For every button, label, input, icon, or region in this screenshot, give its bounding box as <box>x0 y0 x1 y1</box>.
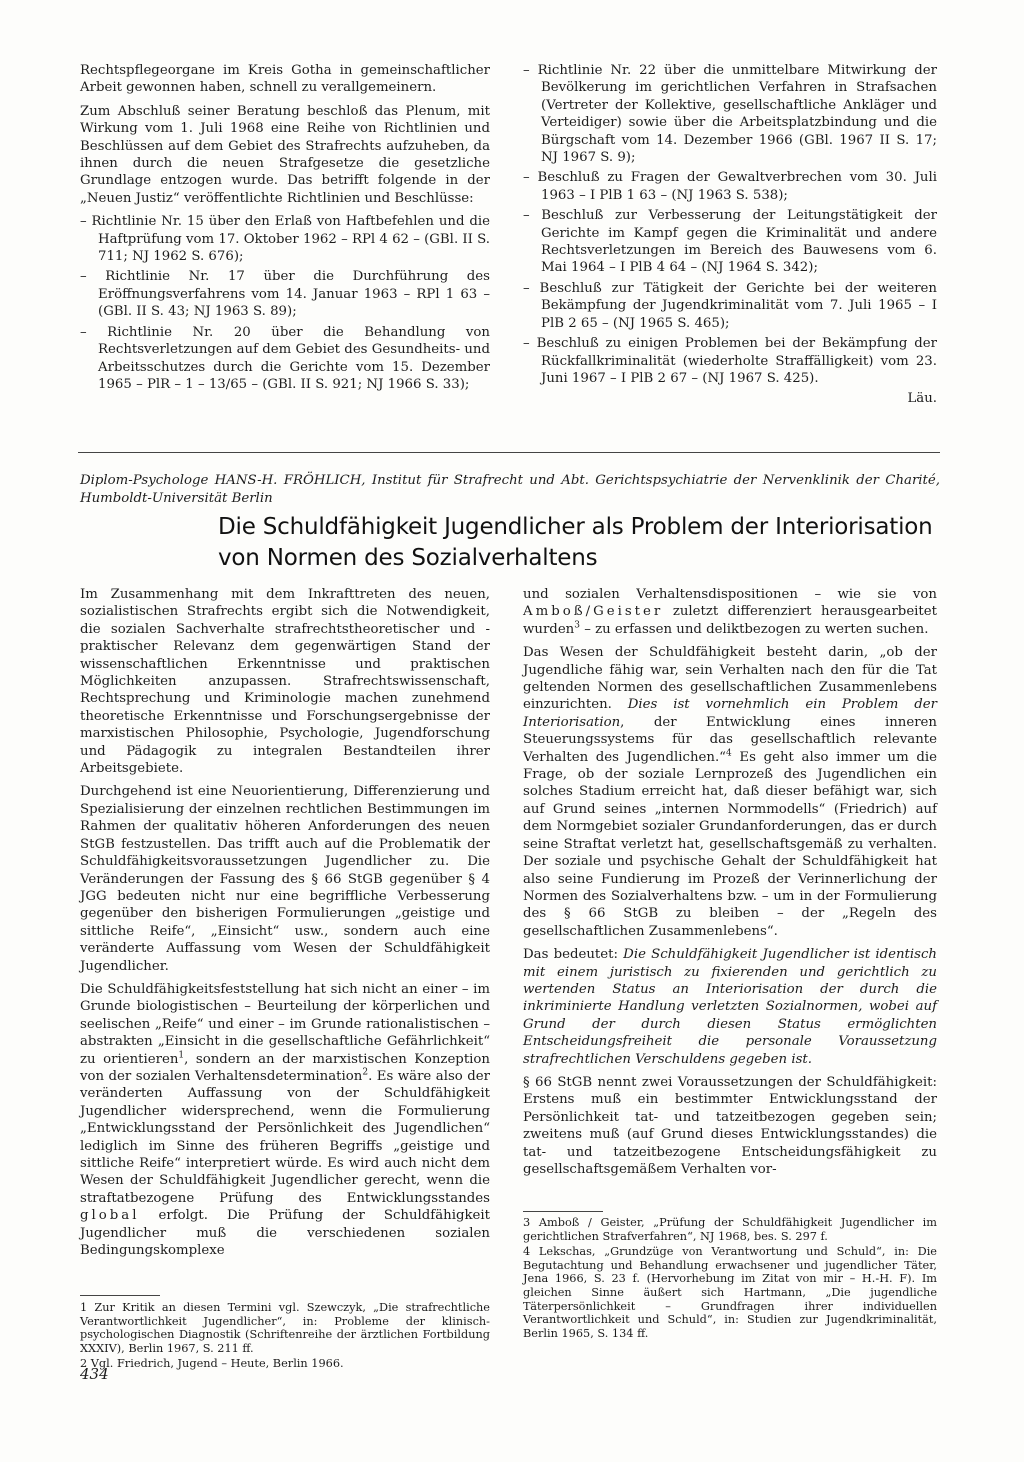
text-run: Die Schuldfähigkeitsfeststellung hat sich nicht an einer – im Grunde biologistischen – Beurteilung der körperlichen und seelischen „Reife“ und einer – im Grunde rationalistischen – abstrakten „Einsicht in die gesellschaftliche Gefährlichkeit“ zu orientieren <box>80 981 490 1067</box>
emphasis: Dies ist vornehmlich ein Problem der Interiorisation <box>523 697 937 730</box>
paragraph <box>80 981 490 1260</box>
footnote-ref: 3 <box>574 620 580 631</box>
footnote: 4 Lekschas, „Grundzüge von Verantwortung und Schuld“, in: Die Begutachtung und Behandlung erwachsener und jugendlicher Täter, Jena 1966, S. 23 f. (Hervorhebung im Zitat von mir – H.-H. F). Im gleichen Sinne äußert sich Hartmann, „Die jugendliche Täterpersönlichkeit – Grundfragen ihrer individuellen Verantwortlichkeit und Schuld“, in: Studien zur Jugendkriminalität, Berlin 1965, S. 134 ff. <box>523 1245 937 1340</box>
text-run: , sondern an der marxistischen Konzeption von der sozialen Verhaltensdetermination <box>80 1051 490 1084</box>
paragraph <box>523 586 937 638</box>
article-left-column <box>80 586 490 1265</box>
footnote-ref: 4 <box>725 748 732 759</box>
section-divider <box>78 452 940 453</box>
text-run: Das bedeutet: <box>523 947 624 963</box>
signature: Läu. <box>907 391 937 407</box>
article-title: Die Schuldfähigkeit Jugendlicher als Problem der Interiorisation von Normen des Sozialverhaltens <box>218 514 933 571</box>
list-item: – Beschluß zur Verbesserung der Leitungstätigkeit der Gerichte im Kampf gegen die Kriminalität und andere Rechtsverletzungen im Bereich des Bauwesens vom 6. Mai 1964 – I PlB 4 64 – (NJ 1964 S. 342); <box>523 208 937 276</box>
paragraph: Im Zusammenhang mit dem Inkrafttreten des neuen, sozialistischen Strafrechts ergibt sich die Notwendigkeit, die sozialen Sachverhalte strafrechtstheoretischer und -praktischer Relevanz dem gegenwärtigen Stand der wissenschaftlichen Erkenntnisse und praktischen Möglichkeiten anzupassen. Strafrechtswissenschaft, Rechtsprechung und Kriminologie machen zunehmend theoretische Erkenntnisse und Forschungsergebnisse der marxistischen Philosophie, Psychologie, Jugendforschung und Pädagogik zu integralen Bestandteilen ihrer Arbeitsgebiete. <box>80 587 490 777</box>
page-number: 434 <box>80 1365 109 1383</box>
list-item: – Beschluß zu Fragen der Gewaltverbrechen vom 30. Juli 1963 – I PlB 1 63 – (NJ 1963 S. 538); <box>523 170 937 203</box>
text-run: und sozialen Verhaltensdispositionen – wie sie von <box>523 587 937 602</box>
paragraph: Rechtspflegeorgane im Kreis Gotha in gemeinschaftlicher Arbeit gewonnen haben, schnell zu verallgemeinern. <box>80 63 490 96</box>
text-run: erfolgt. Die Prüfung der Schuldfähigkeit Jugendlicher muß die verschiedenen sozialen Bedingungskomplexe <box>80 1208 490 1259</box>
text-run: . Es wäre also der veränderten Auffassung von der Schuldfähigkeit Jugendlicher widersprechend, wenn die Formulierung „Entwicklungsstand der Persönlichkeit des Jugendlichen“ lediglich im Sinne des früheren Begriffs „geistige und sittliche Reife“ interpretiert würde. Es wird auch nicht dem Wesen der Schuldfähigkeit Jugendlicher gerecht, wenn die straftatbezogene Prüfung des Entwicklungsstandes <box>80 1068 490 1206</box>
paragraph <box>523 644 937 940</box>
list-item: – Beschluß zur Tätigkeit der Gerichte bei der weiteren Bekämpfung der Jugendkriminalität vom 7. Juli 1965 – I PlB 2 65 – (NJ 1965 S. 465); <box>523 280 937 331</box>
list-item: – Richtlinie Nr. 15 über den Erlaß von Haftbefehlen und die Haftprüfung vom 17. Oktober 1962 – RPl 4 62 – (GBl. II S. 711; NJ 1962 S. 676); <box>80 214 490 265</box>
list-item: – Richtlinie Nr. 20 über die Behandlung von Rechtsverletzungen auf dem Gebiet des Gesundheits- und Arbeitsschutzes durch die Gerichte vom 15. Dezember 1965 – PlR – 1 – 13/65 – (GBl. II S. 921; NJ 1966 S. 33); <box>80 324 490 392</box>
paragraph: § 66 StGB nennt zwei Voraussetzungen der Schuldfähigkeit: Erstens muß ein bestimmter Entwicklungsstand der Persönlichkeit tat- und tatzeitbezogen gegeben sein; zweitens muß (auf Grund dieses Entwicklungsstandes) die tat- und tatzeitbezogene Entscheidungsfähigkeit zu gesellschaftsgemäßem Verhalten vor- <box>523 1074 937 1177</box>
list-item: – Richtlinie Nr. 22 über die unmittelbare Mitwirkung der Bevölkerung im gerichtlichen Verfahren in Strafsachen (Vertreter der Kollektive, gesellschaftliche Ankläger und Verteidiger) sowie über die Arbeitsplatzbindung und die Bürgschaft vom 14. Dezember 1966 (GBl. 1967 II S. 17; NJ 1967 S. 9); <box>523 63 937 166</box>
spaced-name: Amboß/Geister <box>523 604 664 620</box>
list-item: – Beschluß zu einigen Problemen bei der Bekämpfung der Rückfallkriminalität (wiederholte Straffälligkeit) vom 23. Juni 1967 – I PlB 2 67 – (NJ 1967 S. 425). <box>523 336 937 386</box>
text-run: Das Wesen der Schuldfähigkeit besteht darin, „ob der Jugendliche fähig war, sein Verhalten nach den für die Tat geltenden Normen des gesellschaftlichen Zusammenlebens einzurichten. <box>523 645 937 713</box>
footnote: 3 Amboß / Geister, „Prüfung der Schuldfähigkeit Jugendlicher im gerichtlichen Strafverfahren“, NJ 1968, bes. S. 297 f. <box>523 1216 937 1243</box>
text-run: – zu erfassen und deliktbezogen zu werten suchen. <box>579 621 929 637</box>
footnote-divider <box>523 1211 603 1212</box>
text-run: Es geht also immer um die Frage, ob der soziale Lernprozeß des Jugendlichen ein solches Stadium erreicht hat, daß dieser befähigt war, sich auf Grund seines „internen Normmodells“ (Friedrich) auf dem Normgebiet sozialer Grundanforderungen, das er durch seine Straftat verletzt hat, gesellschaftsgemäß zu verhalten. Der soziale und psychische Gehalt der Schuldfähigkeit hat also seine Fundierung im Prozeß der Verinnerlichung der Normen des Sozialverhaltens bzw. – um in der Formulierung des § 66 StGB zu bleiben – der „Regeln des gesellschaftlichen Zusammenlebens“. <box>523 749 937 939</box>
footnote-ref: 2 <box>362 1067 369 1078</box>
article-right-column <box>523 586 937 1184</box>
paragraph: Durchgehend ist eine Neuorientierung, Differenzierung und Spezialisierung der einzelnen rechtlichen Bestimmungen im Rahmen der qualitativ höheren Anforderungen des neuen StGB festzustellen. Das trifft auch auf die Problematik der Schuldfähigkeitsvoraussetzungen Jugendlicher zu. Die Veränderungen der Fassung des § 66 StGB gegenüber § 4 JGG bedeuten nicht nur eine begriffliche Verbesserung gegenüber den bisherigen Formulierungen „geistige und sittliche Reife“, „Einsicht“ usw., sondern auch eine veränderte Auffassung vom Wesen der Schuldfähigkeit Jugendlicher. <box>80 784 490 974</box>
text-run: zuletzt differenziert herausgearbeitet wurden <box>523 604 937 637</box>
footnote-ref: 1 <box>178 1050 185 1061</box>
list-item: – Richtlinie Nr. 17 über die Durchführung des Eröffnungsverfahrens vom 14. Januar 1963 – RPl 1 63 – (GBl. II S. 43; NJ 1963 S. 89); <box>80 269 490 320</box>
top-right-column <box>523 62 937 414</box>
text-run: , der Entwicklung eines inneren Steuerungssystems für das gesellschaftlich relevante Verhalten des Jugendlichen.“ <box>523 714 937 765</box>
article-author: Diplom-Psychologe HANS-H. FRÖHLICH, Institut für Strafrecht und Abt. Gerichtspsychiatrie der Nervenklinik der Charité, Humboldt-Universität Berlin <box>80 473 940 506</box>
emphasis: Die Schuldfähigkeit Jugendlicher ist identisch mit einem juristisch zu fixierenden und gerichtlich zu wertenden Status an Interiorisation der durch die inkriminierte Handlung verletzten Sozialnormen, wobei auf Grund der durch diesen Status ermöglichten Entscheidungsfreiheit die personale Voraussetzung strafrechtlichen Verschuldens gegeben ist. <box>523 947 937 1067</box>
top-left-column <box>80 62 490 396</box>
paragraph <box>523 946 937 1068</box>
footnotes-right <box>523 1216 937 1342</box>
spaced-word: global <box>80 1208 140 1224</box>
footnote: 1 Zur Kritik an diesen Termini vgl. Szewczyk, „Die strafrechtliche Verantwortlichkeit Jugendlicher“, in: Probleme der klinisch-psychologischen Diagnostik (Schriftenreihe der ärztlichen Fortbildung XXXIV), Berlin 1967, S. 211 ff. <box>80 1301 490 1355</box>
footnotes-left <box>80 1301 490 1373</box>
footnote: 2 Vgl. Friedrich, Jugend – Heute, Berlin 1966. <box>80 1357 344 1371</box>
footnote-divider <box>80 1295 160 1296</box>
paragraph: Zum Abschluß seiner Beratung beschloß das Plenum, mit Wirkung vom 1. Juli 1968 eine Reihe von Richtlinien und Beschlüssen auf dem Gebiet des Strafrechts aufzuheben, da ihnen durch die neuen Strafgesetze die gesetzliche Grundlage entzogen wurde. Das betrifft folgende in der „Neuen Justiz“ veröffentlichte Richtlinien und Beschlüsse: <box>80 103 490 206</box>
